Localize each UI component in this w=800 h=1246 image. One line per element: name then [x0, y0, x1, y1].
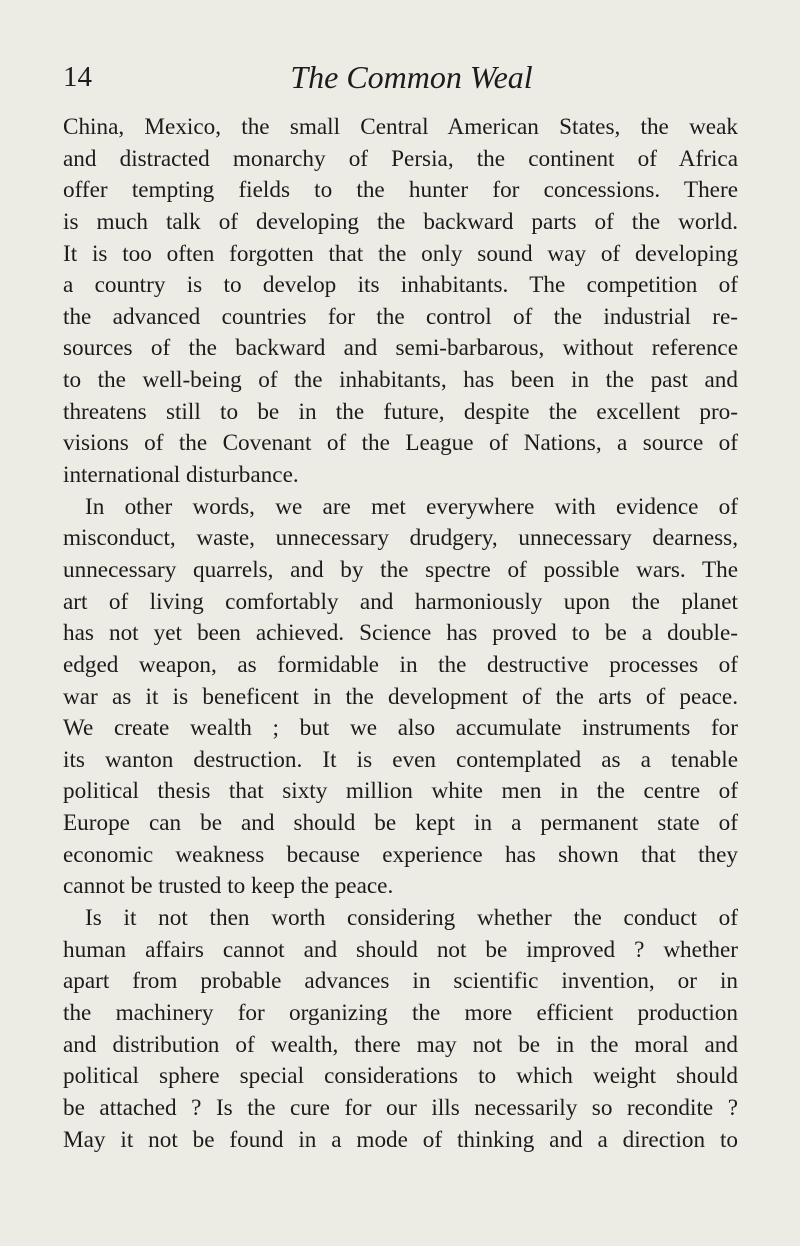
text-line: has not yet been achieved. Science has proved to be a double-: [63, 620, 738, 647]
text-line: and distracted monarchy of Persia, the continent of Africa: [63, 145, 738, 172]
page-number: 14: [63, 61, 92, 93]
text-line: be attached ? Is the cure for our ills necessarily so recondite ?: [63, 1094, 738, 1121]
text-line: its wanton destruction. It is even contemplated as a tenable: [63, 746, 738, 773]
text-line: the machinery for organizing the more efficient production: [63, 999, 738, 1026]
text-line: It is too often forgotten that the only sound way of developing: [63, 240, 738, 267]
paragraph: [63, 492, 738, 903]
body-text: [63, 112, 738, 1156]
text-line: a country is to develop its inhabitants. The competition of: [63, 272, 738, 299]
text-line: apart from probable advances in scientific invention, or in: [63, 968, 738, 995]
text-line: war as it is beneficent in the development of the arts of peace.: [63, 683, 738, 710]
text-line: threatens still to be in the future, despite the excellent pro-: [63, 398, 738, 425]
text-line: Is it not then worth considering whether the conduct of: [85, 905, 738, 932]
text-line: international disturbance.: [63, 462, 299, 489]
text-line: art of living comfortably and harmoniously upon the planet: [63, 588, 738, 615]
text-line: the advanced countries for the control of the industrial re-: [63, 303, 738, 330]
text-line: to the well-being of the inhabitants, has been in the past and: [63, 367, 738, 394]
text-line: In other words, we are met everywhere with evidence of: [85, 493, 738, 520]
running-title: The Common Weal: [290, 59, 533, 95]
text-line: human affairs cannot and should not be improved ? whether: [63, 936, 738, 963]
text-line: China, Mexico, the small Central American States, the weak: [63, 114, 738, 140]
text-line: offer tempting fields to the hunter for concessions. There: [63, 177, 738, 204]
running-head: [63, 58, 738, 98]
text-line: political sphere special considerations to which weight should: [63, 1063, 738, 1090]
paragraph: [63, 112, 738, 492]
text-line: economic weakness because experience has shown that they: [63, 841, 738, 868]
text-line: cannot be trusted to keep the peace.: [63, 873, 394, 900]
text-line: is much talk of developing the backward parts of the world.: [63, 208, 738, 235]
text-line: We create wealth ; but we also accumulate instruments for: [63, 715, 738, 742]
text-line: political thesis that sixty million white men in the centre of: [63, 778, 738, 805]
text-line: sources of the backward and semi-barbarous, without reference: [63, 335, 738, 362]
text-line: misconduct, waste, unnecessary drudgery, unnecessary dearness,: [63, 525, 738, 552]
text-line: May it not be found in a mode of thinking and a direction to: [63, 1126, 738, 1153]
text-line: edged weapon, as formidable in the destructive processes of: [63, 651, 738, 678]
text-line: and distribution of wealth, there may not be in the moral and: [63, 1031, 738, 1058]
text-line: visions of the Covenant of the League of Nations, a source of: [63, 430, 738, 457]
text-line: Europe can be and should be kept in a permanent state of: [63, 810, 738, 837]
paragraph: [63, 903, 738, 1156]
text-line: unnecessary quarrels, and by the spectre of possible wars. The: [63, 556, 738, 583]
